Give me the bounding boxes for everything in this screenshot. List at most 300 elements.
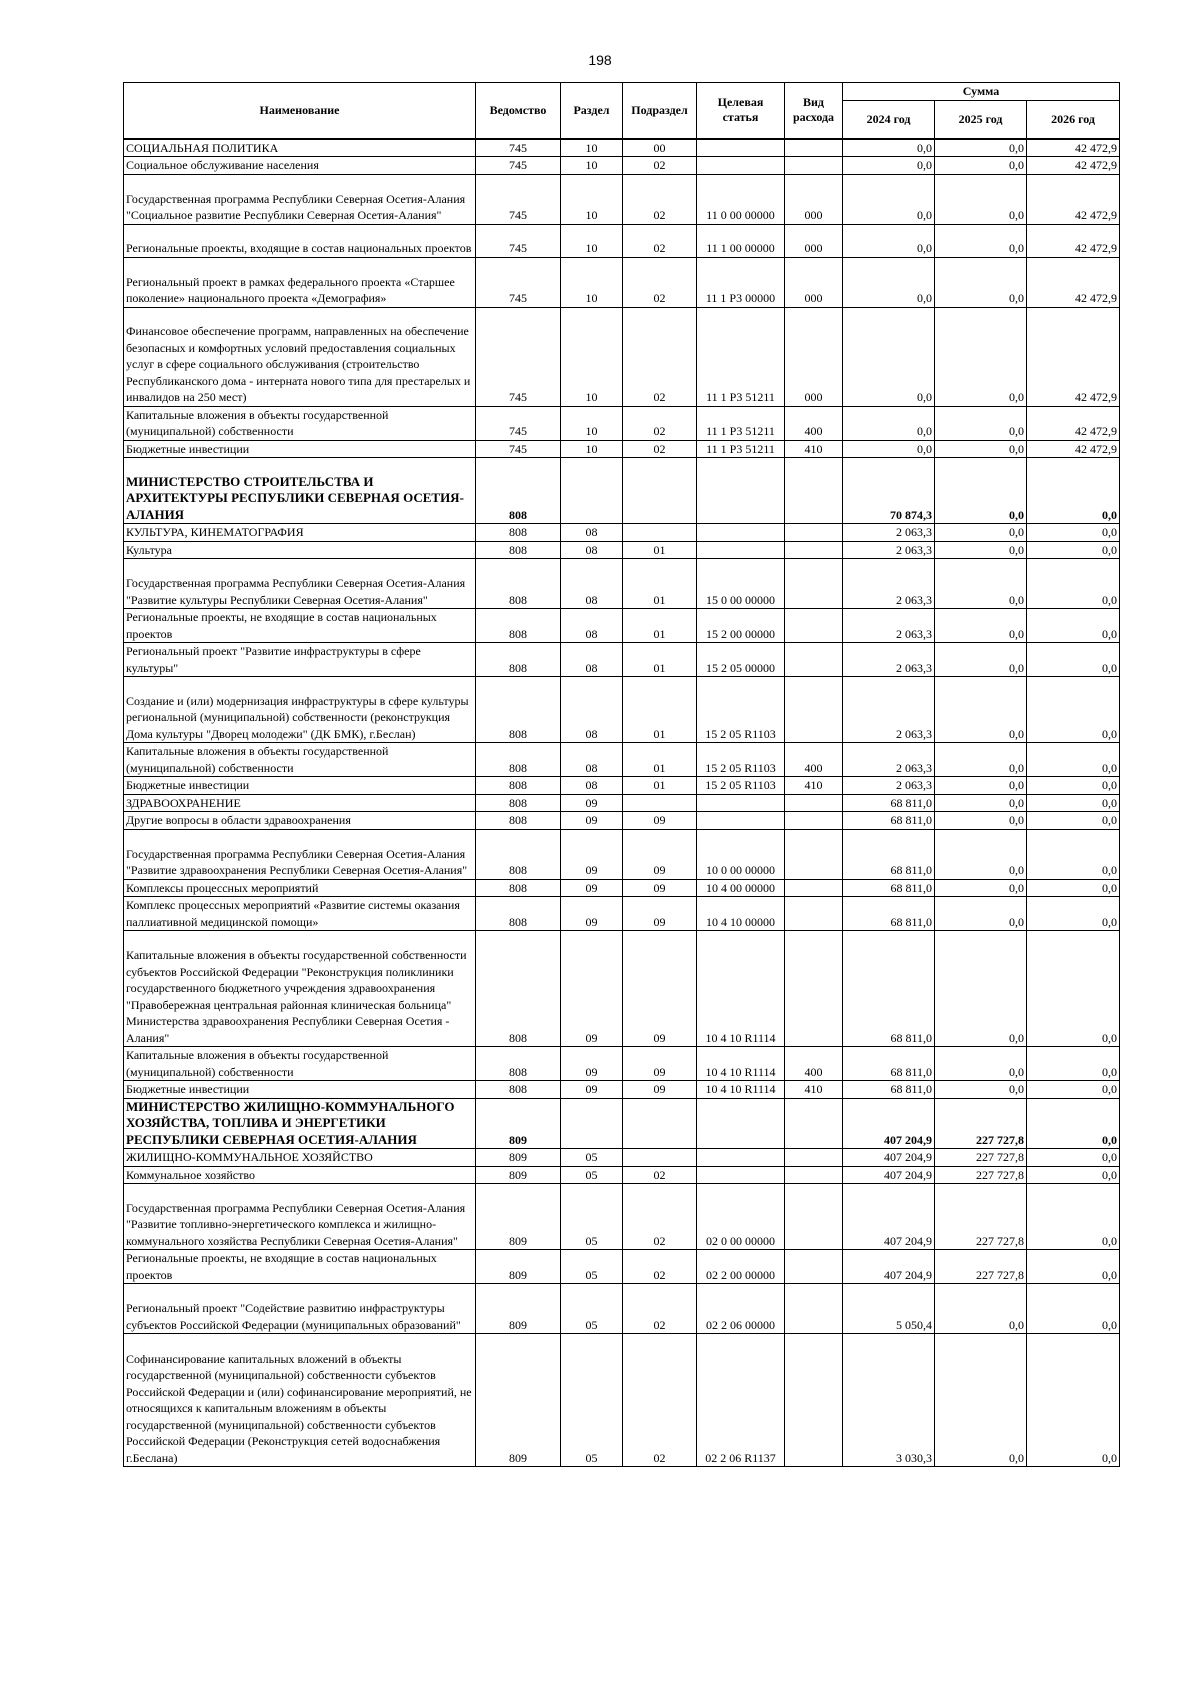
row-target-article: 15 2 05 R1103 bbox=[697, 777, 785, 795]
row-sum-2024: 2 063,3 bbox=[843, 609, 935, 643]
row-target-article: 15 0 00 00000 bbox=[697, 559, 785, 609]
row-subsection: 01 bbox=[623, 677, 697, 743]
row-subsection: 02 bbox=[623, 307, 697, 406]
row-sum-2025: 0,0 bbox=[935, 406, 1027, 440]
row-subsection bbox=[623, 1098, 697, 1149]
row-name: Государственная программа Республики Северная Осетия-Алания "Развитие топливно-энергетического комплекса и жилищно-коммунального хозяйства Республики Северная Осетия-Алания" bbox=[124, 1184, 476, 1250]
row-target-article: 02 2 06 R1137 bbox=[697, 1334, 785, 1467]
row-target-article: 11 0 00 00000 bbox=[697, 174, 785, 224]
table-row bbox=[124, 794, 1120, 812]
row-sum-2024: 68 811,0 bbox=[843, 1047, 935, 1081]
row-section: 08 bbox=[561, 541, 623, 559]
row-sum-2024: 2 063,3 bbox=[843, 777, 935, 795]
row-target-article: 11 1 P3 51211 bbox=[697, 406, 785, 440]
row-sum-2024: 3 030,3 bbox=[843, 1334, 935, 1467]
row-section: 10 bbox=[561, 174, 623, 224]
row-department: 808 bbox=[476, 524, 561, 542]
row-name: Государственная программа Республики Северная Осетия-Алания "Развитие здравоохранения Республики Северная Осетия-Алания" bbox=[124, 829, 476, 879]
row-expense-type bbox=[785, 524, 843, 542]
row-sum-2025: 0,0 bbox=[935, 541, 1027, 559]
row-sum-2024: 2 063,3 bbox=[843, 524, 935, 542]
table-row bbox=[124, 1149, 1120, 1167]
row-expense-type: 410 bbox=[785, 1081, 843, 1099]
row-expense-type: 000 bbox=[785, 224, 843, 257]
table-row bbox=[124, 1284, 1120, 1334]
table-row bbox=[124, 139, 1120, 157]
table-row bbox=[124, 1047, 1120, 1081]
row-sum-2024: 407 204,9 bbox=[843, 1166, 935, 1184]
header-sum: Сумма bbox=[843, 83, 1120, 101]
row-section: 09 bbox=[561, 794, 623, 812]
row-sum-2024: 0,0 bbox=[843, 307, 935, 406]
row-expense-type bbox=[785, 1250, 843, 1284]
row-sum-2026: 42 472,9 bbox=[1027, 307, 1120, 406]
table-row bbox=[124, 174, 1120, 224]
row-sum-2026: 0,0 bbox=[1027, 829, 1120, 879]
row-sum-2025: 0,0 bbox=[935, 458, 1027, 524]
row-target-article: 15 2 05 R1103 bbox=[697, 743, 785, 777]
table-row bbox=[124, 879, 1120, 897]
row-sum-2025: 0,0 bbox=[935, 677, 1027, 743]
table-row bbox=[124, 1098, 1120, 1149]
row-section: 09 bbox=[561, 879, 623, 897]
table-row bbox=[124, 524, 1120, 542]
row-department: 745 bbox=[476, 257, 561, 307]
row-sum-2024: 5 050,4 bbox=[843, 1284, 935, 1334]
row-subsection: 00 bbox=[623, 139, 697, 157]
row-department: 745 bbox=[476, 440, 561, 458]
row-section: 10 bbox=[561, 406, 623, 440]
table-row bbox=[124, 609, 1120, 643]
row-sum-2025: 227 727,8 bbox=[935, 1166, 1027, 1184]
row-section: 10 bbox=[561, 307, 623, 406]
row-section: 08 bbox=[561, 777, 623, 795]
row-section: 08 bbox=[561, 524, 623, 542]
row-subsection: 02 bbox=[623, 224, 697, 257]
row-subsection: 09 bbox=[623, 1081, 697, 1099]
row-sum-2024: 68 811,0 bbox=[843, 1081, 935, 1099]
row-subsection: 09 bbox=[623, 829, 697, 879]
header-name: Наименование bbox=[124, 83, 476, 139]
row-section: 10 bbox=[561, 257, 623, 307]
row-expense-type bbox=[785, 1149, 843, 1167]
row-subsection: 02 bbox=[623, 1184, 697, 1250]
row-sum-2025: 0,0 bbox=[935, 559, 1027, 609]
row-sum-2024: 68 811,0 bbox=[843, 879, 935, 897]
row-name: Капитальные вложения в объекты государственной (муниципальной) собственности bbox=[124, 743, 476, 777]
row-section: 10 bbox=[561, 224, 623, 257]
row-sum-2025: 0,0 bbox=[935, 777, 1027, 795]
row-target-article: 15 2 05 R1103 bbox=[697, 677, 785, 743]
row-section: 08 bbox=[561, 643, 623, 677]
row-sum-2025: 0,0 bbox=[935, 643, 1027, 677]
row-expense-type bbox=[785, 139, 843, 157]
row-sum-2024: 68 811,0 bbox=[843, 829, 935, 879]
row-department: 808 bbox=[476, 812, 561, 830]
row-name: Социальное обслуживание населения bbox=[124, 157, 476, 175]
row-expense-type: 400 bbox=[785, 406, 843, 440]
row-sum-2024: 70 874,3 bbox=[843, 458, 935, 524]
row-subsection: 02 bbox=[623, 1166, 697, 1184]
row-department: 745 bbox=[476, 174, 561, 224]
row-department: 745 bbox=[476, 406, 561, 440]
row-department: 808 bbox=[476, 559, 561, 609]
row-expense-type bbox=[785, 931, 843, 1047]
row-sum-2026: 0,0 bbox=[1027, 1284, 1120, 1334]
header-section: Раздел bbox=[561, 83, 623, 139]
row-sum-2024: 0,0 bbox=[843, 139, 935, 157]
row-sum-2026: 0,0 bbox=[1027, 1166, 1120, 1184]
row-sum-2025: 0,0 bbox=[935, 931, 1027, 1047]
row-subsection: 02 bbox=[623, 157, 697, 175]
row-name: Капитальные вложения в объекты государственной собственности субъектов Российской Федерации "Реконструкция поликлиники государственного бюджетного учреждения здравоохранения "Правобережная центральная районная клиническая больница" Министерства здравоохранения Республики Северная Осетия - Алания" bbox=[124, 931, 476, 1047]
row-subsection bbox=[623, 458, 697, 524]
header-year-2026: 2026 год bbox=[1027, 101, 1120, 139]
table-row bbox=[124, 157, 1120, 175]
row-target-article: 10 4 10 R1114 bbox=[697, 931, 785, 1047]
row-department: 808 bbox=[476, 879, 561, 897]
row-expense-type bbox=[785, 677, 843, 743]
table-row bbox=[124, 1184, 1120, 1250]
row-name: Капитальные вложения в объекты государственной (муниципальной) собственности bbox=[124, 1047, 476, 1081]
table-row bbox=[124, 931, 1120, 1047]
row-expense-type bbox=[785, 157, 843, 175]
row-expense-type bbox=[785, 794, 843, 812]
row-target-article bbox=[697, 1166, 785, 1184]
row-section: 10 bbox=[561, 139, 623, 157]
row-department: 808 bbox=[476, 458, 561, 524]
row-expense-type: 410 bbox=[785, 777, 843, 795]
row-section: 08 bbox=[561, 559, 623, 609]
row-target-article: 11 1 P3 51211 bbox=[697, 307, 785, 406]
row-target-article bbox=[697, 541, 785, 559]
row-subsection: 09 bbox=[623, 879, 697, 897]
row-target-article: 15 2 05 00000 bbox=[697, 643, 785, 677]
row-sum-2026: 0,0 bbox=[1027, 677, 1120, 743]
row-target-article: 11 1 P3 00000 bbox=[697, 257, 785, 307]
row-department: 808 bbox=[476, 829, 561, 879]
row-sum-2025: 0,0 bbox=[935, 257, 1027, 307]
table-row bbox=[124, 677, 1120, 743]
row-name: Государственная программа Республики Северная Осетия-Алания "Развитие культуры Республики Северная Осетия-Алания" bbox=[124, 559, 476, 609]
row-sum-2026: 42 472,9 bbox=[1027, 139, 1120, 157]
row-expense-type bbox=[785, 541, 843, 559]
table-row bbox=[124, 777, 1120, 795]
row-name: Софинансирование капитальных вложений в объекты государственной (муниципальной) собственности субъектов Российской Федерации и (или) софинансирование мероприятий, не относящихся к капитальным вложениям в объекты государственной (муниципальной) собственности субъектов Российской Федерации (Реконструкция сетей водоснабжения г.Беслана) bbox=[124, 1334, 476, 1467]
row-target-article bbox=[697, 794, 785, 812]
row-sum-2025: 0,0 bbox=[935, 812, 1027, 830]
row-department: 808 bbox=[476, 1081, 561, 1099]
table-body bbox=[124, 139, 1120, 1467]
row-subsection: 01 bbox=[623, 609, 697, 643]
row-expense-type bbox=[785, 897, 843, 931]
row-department: 809 bbox=[476, 1098, 561, 1149]
row-sum-2026: 0,0 bbox=[1027, 541, 1120, 559]
table-row bbox=[124, 1166, 1120, 1184]
row-sum-2025: 0,0 bbox=[935, 879, 1027, 897]
row-sum-2026: 42 472,9 bbox=[1027, 174, 1120, 224]
row-sum-2026: 42 472,9 bbox=[1027, 257, 1120, 307]
header-target-article: Целевая статья bbox=[697, 83, 785, 139]
row-expense-type: 410 bbox=[785, 440, 843, 458]
header-department: Ведомство bbox=[476, 83, 561, 139]
row-sum-2024: 0,0 bbox=[843, 257, 935, 307]
row-sum-2024: 407 204,9 bbox=[843, 1149, 935, 1167]
row-sum-2025: 0,0 bbox=[935, 794, 1027, 812]
row-name: Региональный проект "Развитие инфраструктуры в сфере культуры" bbox=[124, 643, 476, 677]
row-sum-2024: 407 204,9 bbox=[843, 1098, 935, 1149]
row-name: Региональный проект "Содействие развитию инфраструктуры субъектов Российской Федерации (муниципальных образований" bbox=[124, 1284, 476, 1334]
row-section: 09 bbox=[561, 897, 623, 931]
row-sum-2024: 0,0 bbox=[843, 174, 935, 224]
table-row bbox=[124, 406, 1120, 440]
row-department: 809 bbox=[476, 1284, 561, 1334]
table-row bbox=[124, 829, 1120, 879]
row-target-article: 10 4 10 R1114 bbox=[697, 1081, 785, 1099]
row-department: 808 bbox=[476, 1047, 561, 1081]
row-sum-2025: 0,0 bbox=[935, 743, 1027, 777]
row-target-article: 10 4 00 00000 bbox=[697, 879, 785, 897]
row-sum-2024: 68 811,0 bbox=[843, 812, 935, 830]
row-department: 808 bbox=[476, 777, 561, 795]
row-sum-2025: 227 727,8 bbox=[935, 1184, 1027, 1250]
table-header bbox=[124, 83, 1120, 139]
row-expense-type bbox=[785, 1334, 843, 1467]
row-name: МИНИСТЕРСТВО СТРОИТЕЛЬСТВА И АРХИТЕКТУРЫ РЕСПУБЛИКИ СЕВЕРНАЯ ОСЕТИЯ-АЛАНИЯ bbox=[124, 458, 476, 524]
row-sum-2025: 227 727,8 bbox=[935, 1098, 1027, 1149]
row-name: Комплекс процессных мероприятий «Развитие системы оказания паллиативной медицинской помощи» bbox=[124, 897, 476, 931]
row-expense-type: 400 bbox=[785, 1047, 843, 1081]
row-name: Бюджетные инвестиции bbox=[124, 777, 476, 795]
row-department: 809 bbox=[476, 1149, 561, 1167]
row-section bbox=[561, 1098, 623, 1149]
header-subsection: Подраздел bbox=[623, 83, 697, 139]
row-name: Региональный проект в рамках федерального проекта «Старшее поколение» национального проекта «Демография» bbox=[124, 257, 476, 307]
header-year-2025: 2025 год bbox=[935, 101, 1027, 139]
row-expense-type bbox=[785, 458, 843, 524]
row-section: 05 bbox=[561, 1184, 623, 1250]
row-section: 09 bbox=[561, 829, 623, 879]
row-department: 745 bbox=[476, 157, 561, 175]
row-expense-type bbox=[785, 643, 843, 677]
row-target-article: 02 2 06 00000 bbox=[697, 1284, 785, 1334]
row-sum-2024: 2 063,3 bbox=[843, 643, 935, 677]
table-row bbox=[124, 559, 1120, 609]
row-sum-2026: 0,0 bbox=[1027, 609, 1120, 643]
row-sum-2025: 0,0 bbox=[935, 1284, 1027, 1334]
row-department: 808 bbox=[476, 897, 561, 931]
row-subsection: 02 bbox=[623, 440, 697, 458]
row-expense-type bbox=[785, 1098, 843, 1149]
row-department: 809 bbox=[476, 1250, 561, 1284]
row-sum-2026: 0,0 bbox=[1027, 794, 1120, 812]
row-sum-2025: 0,0 bbox=[935, 829, 1027, 879]
row-subsection: 01 bbox=[623, 643, 697, 677]
table-row bbox=[124, 897, 1120, 931]
row-expense-type bbox=[785, 812, 843, 830]
row-expense-type bbox=[785, 829, 843, 879]
row-name: СОЦИАЛЬНАЯ ПОЛИТИКА bbox=[124, 139, 476, 157]
row-subsection: 02 bbox=[623, 1334, 697, 1467]
row-target-article: 11 1 P3 51211 bbox=[697, 440, 785, 458]
row-section: 09 bbox=[561, 1047, 623, 1081]
table-row bbox=[124, 541, 1120, 559]
row-target-article bbox=[697, 1149, 785, 1167]
row-sum-2026: 0,0 bbox=[1027, 897, 1120, 931]
row-name: Государственная программа Республики Северная Осетия-Алания "Социальное развитие Республики Северная Осетия-Алания" bbox=[124, 174, 476, 224]
row-target-article: 15 2 00 00000 bbox=[697, 609, 785, 643]
row-subsection: 09 bbox=[623, 897, 697, 931]
row-subsection bbox=[623, 1149, 697, 1167]
row-section: 10 bbox=[561, 157, 623, 175]
row-expense-type: 000 bbox=[785, 174, 843, 224]
row-sum-2026: 0,0 bbox=[1027, 559, 1120, 609]
table-row bbox=[124, 458, 1120, 524]
row-subsection: 02 bbox=[623, 257, 697, 307]
row-section: 05 bbox=[561, 1284, 623, 1334]
row-sum-2026: 0,0 bbox=[1027, 1081, 1120, 1099]
row-name: Другие вопросы в области здравоохранения bbox=[124, 812, 476, 830]
row-name: Региональные проекты, не входящие в состав национальных проектов bbox=[124, 1250, 476, 1284]
row-sum-2026: 42 472,9 bbox=[1027, 406, 1120, 440]
row-name: Региональные проекты, входящие в состав национальных проектов bbox=[124, 224, 476, 257]
row-section: 09 bbox=[561, 1081, 623, 1099]
row-sum-2025: 0,0 bbox=[935, 897, 1027, 931]
row-target-article: 02 0 00 00000 bbox=[697, 1184, 785, 1250]
row-target-article bbox=[697, 524, 785, 542]
row-sum-2024: 2 063,3 bbox=[843, 677, 935, 743]
row-expense-type bbox=[785, 879, 843, 897]
row-sum-2025: 227 727,8 bbox=[935, 1149, 1027, 1167]
row-section: 10 bbox=[561, 440, 623, 458]
row-section: 05 bbox=[561, 1334, 623, 1467]
row-section bbox=[561, 458, 623, 524]
table-row bbox=[124, 1334, 1120, 1467]
row-subsection: 01 bbox=[623, 559, 697, 609]
row-expense-type bbox=[785, 1284, 843, 1334]
row-name: Создание и (или) модернизация инфраструктуры в сфере культуры региональной (муниципальной) собственности (реконструкция Дома культуры "Дворец молодежи" (ДК БМК), г.Беслан) bbox=[124, 677, 476, 743]
row-department: 745 bbox=[476, 307, 561, 406]
table-row bbox=[124, 440, 1120, 458]
row-sum-2024: 68 811,0 bbox=[843, 794, 935, 812]
row-subsection: 09 bbox=[623, 931, 697, 1047]
row-sum-2024: 2 063,3 bbox=[843, 541, 935, 559]
row-sum-2025: 0,0 bbox=[935, 157, 1027, 175]
row-section: 08 bbox=[561, 677, 623, 743]
row-department: 808 bbox=[476, 743, 561, 777]
row-sum-2026: 0,0 bbox=[1027, 458, 1120, 524]
header-expense-type: Вид расхода bbox=[785, 83, 843, 139]
row-sum-2025: 0,0 bbox=[935, 609, 1027, 643]
row-target-article: 10 4 10 00000 bbox=[697, 897, 785, 931]
row-sum-2026: 0,0 bbox=[1027, 812, 1120, 830]
row-expense-type: 400 bbox=[785, 743, 843, 777]
row-department: 808 bbox=[476, 541, 561, 559]
row-sum-2025: 0,0 bbox=[935, 139, 1027, 157]
table-row bbox=[124, 643, 1120, 677]
row-section: 08 bbox=[561, 609, 623, 643]
table-row bbox=[124, 1081, 1120, 1099]
row-sum-2026: 0,0 bbox=[1027, 1149, 1120, 1167]
row-department: 745 bbox=[476, 224, 561, 257]
row-target-article bbox=[697, 139, 785, 157]
row-target-article bbox=[697, 157, 785, 175]
row-sum-2026: 0,0 bbox=[1027, 743, 1120, 777]
row-expense-type bbox=[785, 609, 843, 643]
row-sum-2025: 0,0 bbox=[935, 224, 1027, 257]
table-row bbox=[124, 257, 1120, 307]
row-sum-2025: 227 727,8 bbox=[935, 1250, 1027, 1284]
row-sum-2025: 0,0 bbox=[935, 307, 1027, 406]
row-section: 05 bbox=[561, 1166, 623, 1184]
table-row bbox=[124, 812, 1120, 830]
row-name: Региональные проекты, не входящие в состав национальных проектов bbox=[124, 609, 476, 643]
row-subsection bbox=[623, 524, 697, 542]
row-department: 808 bbox=[476, 643, 561, 677]
row-name: Коммунальное хозяйство bbox=[124, 1166, 476, 1184]
row-sum-2024: 68 811,0 bbox=[843, 897, 935, 931]
row-section: 08 bbox=[561, 743, 623, 777]
row-section: 05 bbox=[561, 1250, 623, 1284]
row-subsection: 01 bbox=[623, 777, 697, 795]
row-sum-2025: 0,0 bbox=[935, 524, 1027, 542]
row-sum-2025: 0,0 bbox=[935, 440, 1027, 458]
row-sum-2024: 407 204,9 bbox=[843, 1250, 935, 1284]
row-department: 745 bbox=[476, 139, 561, 157]
row-subsection: 01 bbox=[623, 743, 697, 777]
row-target-article: 10 4 10 R1114 bbox=[697, 1047, 785, 1081]
row-target-article bbox=[697, 812, 785, 830]
row-name: КУЛЬТУРА, КИНЕМАТОГРАФИЯ bbox=[124, 524, 476, 542]
row-target-article: 10 0 00 00000 bbox=[697, 829, 785, 879]
row-target-article: 02 2 00 00000 bbox=[697, 1250, 785, 1284]
row-subsection: 02 bbox=[623, 1250, 697, 1284]
row-name: Бюджетные инвестиции bbox=[124, 1081, 476, 1099]
row-department: 808 bbox=[476, 794, 561, 812]
row-sum-2026: 0,0 bbox=[1027, 777, 1120, 795]
row-name: Финансовое обеспечение программ, направленных на обеспечение безопасных и комфортных условий предоставления социальных услуг в сфере социального обслуживания (строительство Республиканского дома - интерната нового типа для престарелых и инвалидов на 250 мест) bbox=[124, 307, 476, 406]
row-subsection: 02 bbox=[623, 1284, 697, 1334]
row-sum-2026: 42 472,9 bbox=[1027, 440, 1120, 458]
row-department: 808 bbox=[476, 609, 561, 643]
row-sum-2024: 2 063,3 bbox=[843, 743, 935, 777]
row-sum-2024: 407 204,9 bbox=[843, 1184, 935, 1250]
table-row bbox=[124, 743, 1120, 777]
row-sum-2026: 0,0 bbox=[1027, 879, 1120, 897]
row-sum-2026: 0,0 bbox=[1027, 1250, 1120, 1284]
row-name: ЖИЛИЩНО-КОММУНАЛЬНОЕ ХОЗЯЙСТВО bbox=[124, 1149, 476, 1167]
row-sum-2026: 0,0 bbox=[1027, 931, 1120, 1047]
row-sum-2024: 0,0 bbox=[843, 224, 935, 257]
row-sum-2026: 0,0 bbox=[1027, 1184, 1120, 1250]
row-expense-type: 000 bbox=[785, 257, 843, 307]
row-subsection: 09 bbox=[623, 1047, 697, 1081]
row-subsection: 01 bbox=[623, 541, 697, 559]
row-department: 808 bbox=[476, 677, 561, 743]
row-sum-2026: 0,0 bbox=[1027, 524, 1120, 542]
table-row bbox=[124, 307, 1120, 406]
row-sum-2024: 68 811,0 bbox=[843, 931, 935, 1047]
row-target-article: 11 1 00 00000 bbox=[697, 224, 785, 257]
row-section: 09 bbox=[561, 931, 623, 1047]
row-expense-type bbox=[785, 559, 843, 609]
row-subsection: 02 bbox=[623, 174, 697, 224]
row-sum-2026: 42 472,9 bbox=[1027, 224, 1120, 257]
row-name: Капитальные вложения в объекты государственной (муниципальной) собственности bbox=[124, 406, 476, 440]
row-name: Комплексы процессных мероприятий bbox=[124, 879, 476, 897]
row-sum-2024: 0,0 bbox=[843, 157, 935, 175]
header-year-2024: 2024 год bbox=[843, 101, 935, 139]
